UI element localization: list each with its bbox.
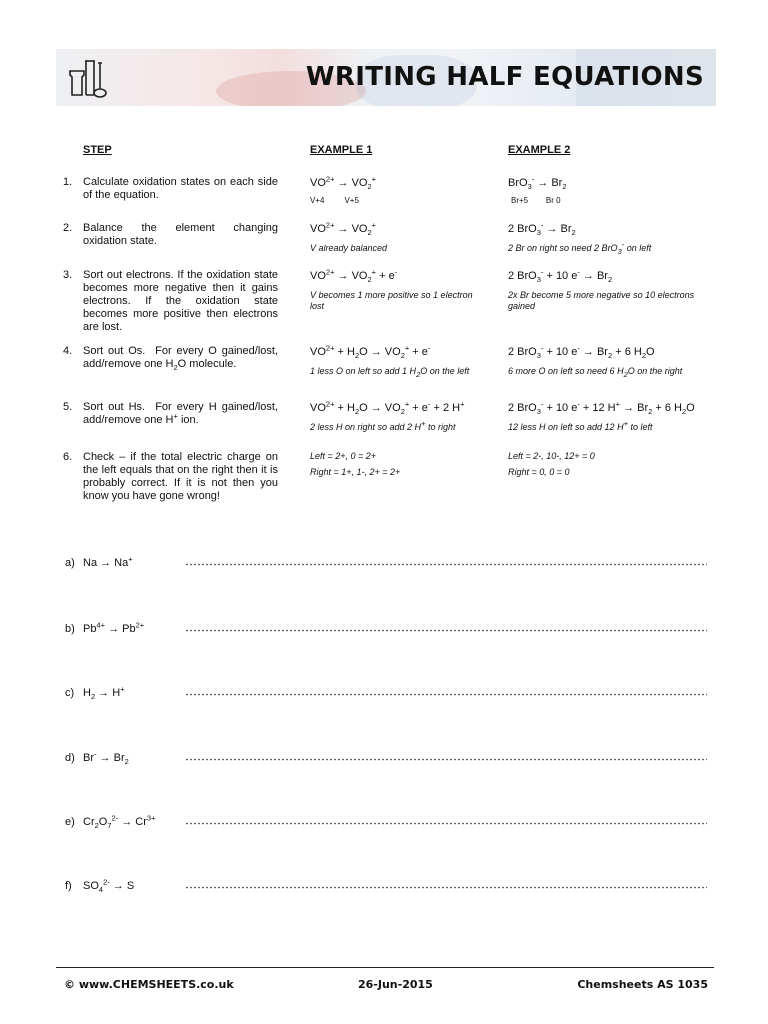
answer-line[interactable] (185, 756, 707, 764)
exercise-letter: c) (65, 687, 75, 699)
exercise-row-c (0, 684, 768, 703)
exercise-letter: f) (65, 880, 72, 892)
laboratory-glassware-icon (64, 53, 108, 101)
footer-sheet-id: Chemsheets AS 1035 (577, 978, 708, 991)
exercise-letter: b) (65, 623, 75, 635)
step-text: Calculate oxidation states on each side of the equation. (83, 176, 278, 201)
example-2-note: Br+5 Br 0 (511, 196, 561, 205)
step-number: 6. (63, 451, 73, 463)
exercise-equation: $Br^- \to Br_2$ (83, 749, 129, 767)
example-2-note: 12 less H on left so add 12 H+ to left (508, 419, 653, 432)
exercise-equation: $Pb^{4+} \to Pb^{2+}$ (83, 620, 145, 635)
exercise-letter: a) (65, 557, 75, 569)
answer-line[interactable] (185, 884, 707, 892)
step-number: 1. (63, 176, 73, 188)
exercise-equation: $SO_4^{2-} \to S$ (83, 877, 135, 895)
example-2-note: 2x Br become 5 more negative so 10 electrons gained (508, 290, 695, 311)
example-1-note: V becomes 1 more positive so 1 electron lost (310, 290, 473, 311)
step-text: Sort out Os. For every O gained/lost, add/remove one $H_2O$ molecule. (83, 345, 278, 373)
example-1-note: 2 less H on right so add 2 H+ to right (310, 419, 456, 432)
example-2-check-right: Right = 0, 0 = 0 (508, 467, 570, 477)
exercise-letter: e) (65, 816, 75, 828)
step-number: 2. (63, 222, 73, 234)
exercise-row-b (0, 620, 768, 639)
page-title: WRITING HALF EQUATIONS (305, 62, 704, 92)
footer-divider (56, 967, 714, 968)
step-text: Check – if the total electric charge on the left equals that on the right then it is probably correct. If it is not then you know you have gone wrong! (83, 451, 278, 502)
exercise-equation: $Cr_2O_7^{2-} \to Cr^{3+}$ (83, 813, 156, 831)
example-2-note: 6 more O on left so need 6 $H_2O$ on the right (508, 366, 683, 379)
example-1-equation: $VO^{2+} \to VO_2^+ + e^-$ (310, 267, 398, 285)
step-number: 5. (63, 401, 73, 413)
example-1-equation: $VO^{2+} \to VO_2^+$ (310, 220, 377, 238)
exercise-equation: $H_2 \to H^+$ (83, 684, 125, 702)
example-1-equation: $VO^{2+} \to VO_2^+$ (310, 174, 377, 192)
column-header-example-2: EXAMPLE 2 (508, 144, 571, 156)
header-banner (56, 49, 716, 106)
example-2-note: 2 Br on right so need 2 BrO$_3$- on left (508, 240, 652, 256)
footer-date: 26-Jun-2015 (358, 978, 433, 991)
exercise-row-d (0, 749, 768, 768)
example-2-equation: $BrO_3^- \to Br_2$ (508, 174, 567, 192)
answer-line[interactable] (185, 561, 707, 569)
step-text: Sort out Hs. For every H gained/lost, add/remove one H+ ion. (83, 401, 278, 426)
exercise-row-f (0, 877, 768, 896)
step-number: 4. (63, 345, 73, 357)
example-2-check-left: Left = 2-, 10-, 12+ = 0 (508, 451, 595, 461)
example-2-equation: 2 $BrO_3^- \to Br_2$ (508, 220, 576, 238)
footer-website-link[interactable]: © www.CHEMSHEETS.co.uk (64, 978, 234, 991)
exercise-row-e (0, 813, 768, 832)
step-number: 3. (63, 269, 73, 281)
column-header-step: STEP (83, 144, 112, 156)
example-1-equation: $VO^{2+} + H_2O \to VO_2^+ + e^- + 2$ H+ (310, 399, 465, 417)
step-text: Balance the element changing oxidation state. (83, 222, 278, 247)
example-1-check-left: Left = 2+, 0 = 2+ (310, 451, 377, 461)
exercise-row-a (0, 554, 768, 573)
example-1-note: 1 less O on left so add 1 $H_2O$ on the left (310, 366, 470, 379)
example-1-check-right: Right = 1+, 1-, 2+ = 2+ (310, 467, 401, 477)
answer-line[interactable] (185, 627, 707, 635)
exercise-letter: d) (65, 752, 75, 764)
example-1-note: V+4 V+5 (310, 196, 359, 205)
example-1-equation: $VO^{2+} + H_2O \to VO_2^+ + e^-$ (310, 343, 431, 361)
step-text: Sort out electrons. If the oxidation state becomes more negative then it gains electrons. If the oxidation state becomes more positive then electrons are lost. (83, 269, 278, 333)
column-header-example-1: EXAMPLE 1 (310, 144, 373, 156)
answer-line[interactable] (185, 691, 707, 699)
example-1-note: V already balanced (310, 243, 388, 253)
exercise-equation: Na → Na+ (83, 554, 133, 569)
example-2-equation: 2 BrO$_3$- + 10 e- + 12 $H^+ \to Br_2 + 6$ $H_2O$ (508, 399, 695, 417)
example-2-equation: 2 BrO$_3$- + 10 $e^- \to Br_2$ (508, 267, 613, 285)
answer-line[interactable] (185, 820, 707, 828)
example-2-equation: 2 BrO$_3$- + 10 $e^- \to Br_2 + 6$ $H_2O$ (508, 343, 655, 361)
